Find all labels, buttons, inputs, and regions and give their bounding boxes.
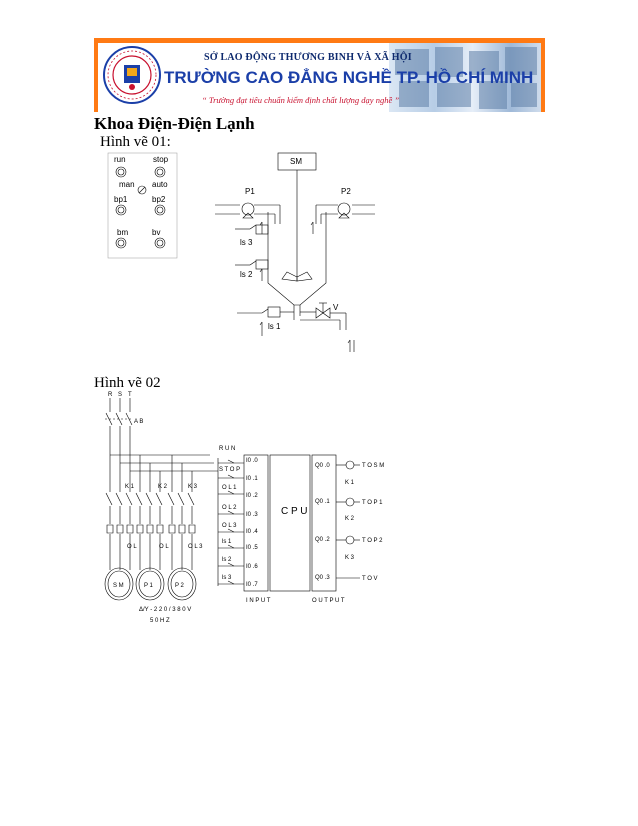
panel-bv-label: bv <box>152 228 161 237</box>
panel-stop-label: stop <box>153 155 169 164</box>
school-name: TRƯỜNG CAO ĐẲNG NGHỀ TP. HỒ CHÍ MINH <box>164 68 534 87</box>
panel-bm-label: bm <box>117 228 129 237</box>
target-v-label: T O V <box>362 576 378 582</box>
process-ls1-label: ls 1 <box>268 322 281 331</box>
overload-ol3-label: O L 3 <box>188 544 203 550</box>
plc-output-q00: Q0 .0 <box>315 463 330 469</box>
plc-input-i02: I0 .2 <box>246 493 258 499</box>
panel-run-label: run <box>114 155 126 164</box>
breaker-ab-label: A B <box>134 419 144 425</box>
process-p2-label: P2 <box>341 187 351 196</box>
process-valve-label: V <box>333 303 339 312</box>
contactor-k1-label: K 1 <box>125 484 135 490</box>
motor-p1-label: P 1 <box>144 583 153 589</box>
phase-s-label: S <box>118 392 123 398</box>
plc-input-i01: I0 .1 <box>246 476 258 482</box>
process-ls2-label: ls 2 <box>240 270 253 279</box>
plc-wiring <box>218 455 360 591</box>
plc-input-i07: I0 .7 <box>246 582 258 588</box>
coil-k2-label: K 2 <box>345 516 355 522</box>
figure1-title: Hình vẽ 01: <box>100 134 171 150</box>
panel-man-label: man <box>119 180 135 189</box>
overload-ol2-label: O L <box>159 544 169 550</box>
contactor-k2-label: K 2 <box>158 484 168 490</box>
plc-ol1-label: O L 1 <box>222 485 237 491</box>
school-motto: “ Trường đạt tiêu chuẩn kiểm định chất lượng dạy nghề ” <box>202 95 400 105</box>
target-p1-label: T O P 1 <box>362 500 383 506</box>
process-p1-label: P1 <box>245 187 255 196</box>
plc-ol2-label: O L 2 <box>222 505 237 511</box>
plc-input-i05: I0 .5 <box>246 545 258 551</box>
plc-run-label: R U N <box>219 446 236 452</box>
plc-ls3-label: ls 3 <box>222 575 232 581</box>
plc-input-i04: I0 .4 <box>246 529 258 535</box>
figure2-title: Hình vẽ 02 <box>94 375 161 391</box>
process-diagram <box>215 153 375 352</box>
supply-frequency-label: 5 0 H Z <box>150 618 170 624</box>
plc-cpu-label: C P U <box>281 506 308 517</box>
plc-input-i06: I0 .6 <box>246 564 258 570</box>
coil-k3-label: K 3 <box>345 555 355 561</box>
process-sm-label: SM <box>290 157 302 166</box>
motor-p2-label: P 2 <box>175 583 184 589</box>
motor-sm-label: S M <box>113 583 124 589</box>
control-panel <box>108 153 177 258</box>
plc-input-i03: I0 .3 <box>246 512 258 518</box>
plc-ol3-label: O L 3 <box>222 523 237 529</box>
plc-ls2-label: ls 2 <box>222 557 232 563</box>
overload-ol-label: O L <box>127 544 137 550</box>
supply-voltage-label: Δ/Y - 2 2 0 / 3 8 0 V <box>139 607 192 613</box>
panel-bp2-label: bp2 <box>152 195 166 204</box>
plc-output-label: O U T P U T <box>312 598 345 604</box>
plc-ls1-label: ls 1 <box>222 539 232 545</box>
phase-t-label: T <box>128 392 132 398</box>
plc-output-q03: Q0 .3 <box>315 575 330 581</box>
ministry-title: SỞ LAO ĐỘNG THƯƠNG BINH VÀ XÃ HỘI <box>204 52 412 63</box>
target-p2-label: T O P 2 <box>362 538 383 544</box>
plc-input-i00: I0 .0 <box>246 458 258 464</box>
contactor-k3-label: K 3 <box>188 484 198 490</box>
plc-output-q02: Q0 .2 <box>315 537 330 543</box>
department-title: Khoa Điện-Điện Lạnh <box>94 114 255 133</box>
coil-k1-label: K 1 <box>345 480 355 486</box>
panel-bp1-label: bp1 <box>114 195 128 204</box>
process-ls3-label: ls 3 <box>240 238 253 247</box>
plc-output-q01: Q0 .1 <box>315 499 330 505</box>
power-circuit <box>105 398 218 600</box>
phase-r-label: R <box>108 392 113 398</box>
target-sm-label: T O S M <box>362 463 385 469</box>
plc-stop-label: S T O P <box>219 467 241 473</box>
plc-input-label: I N P U T <box>246 598 271 604</box>
panel-auto-label: auto <box>152 180 168 189</box>
